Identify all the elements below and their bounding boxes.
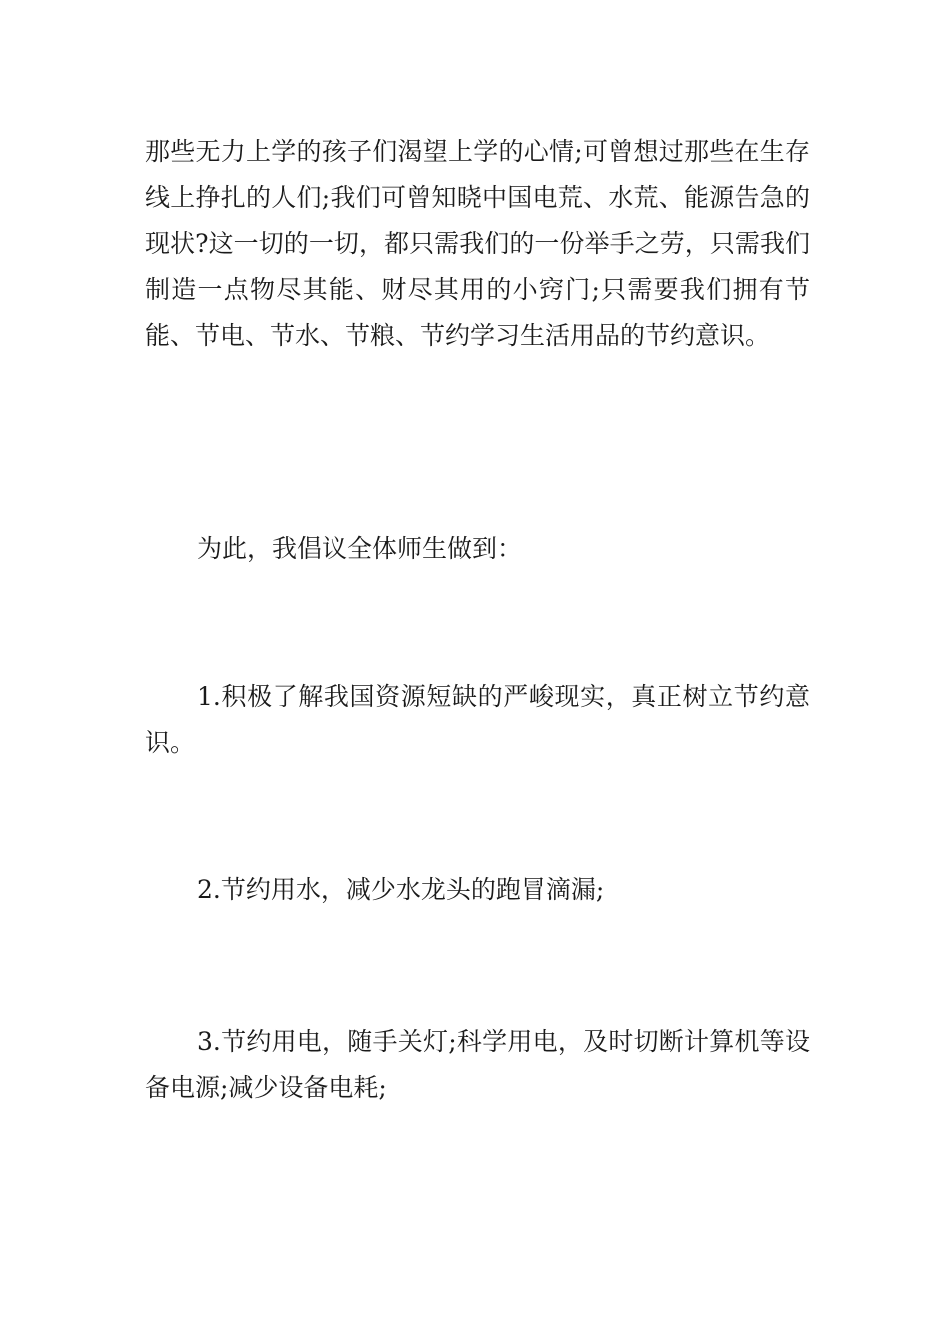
- list-item-1: 1.积极了解我国资源短缺的严峻现实，真正树立节约意识。: [145, 682, 810, 757]
- list-item-3: 3.节约用电，随手关灯;科学用电，及时切断计算机等设备电源;减少设备电耗;: [145, 1027, 810, 1102]
- paragraph-intro: 那些无力上学的孩子们渴望上学的心情;可曾想过那些在生存线上挣扎的人们;我们可曾知晓中国电荒、水荒、能源告急的现状?这一切的一切，都只需我们的一份举手之劳，只需我们制造一点物尽其能、财尽其用的小窍门;只需要我们拥有节能、节电、节水、节粮、节约学习生活用品的节约意识。: [145, 137, 810, 350]
- paragraph-proposal: 为此，我倡议全体师生做到：: [197, 534, 523, 563]
- list-item-2: 2.节约用水，减少水龙头的跑冒滴漏;: [197, 875, 605, 904]
